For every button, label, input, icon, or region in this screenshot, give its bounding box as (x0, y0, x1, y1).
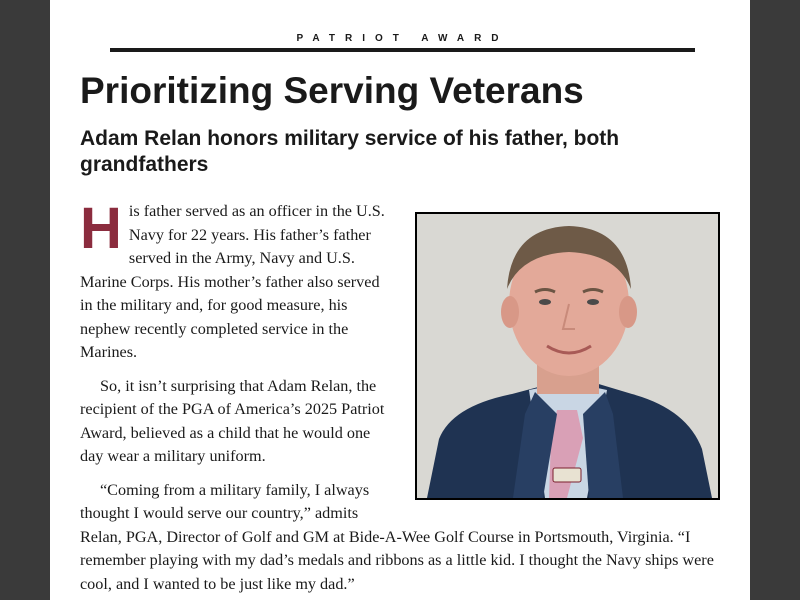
paragraph-2: So, it isn’t surprising that Adam Relan, the recipient of the PGA of America’s 2025 Patriot Award, believed as a child that he would one day wear a military uniform. (80, 376, 385, 465)
portrait-photo (415, 212, 720, 500)
document-page (50, 0, 750, 600)
paragraph-3: “Coming from a military family, I always thought I would serve our country,” admits Relan, PGA, Director of Golf and GM at Bide-A-Wee Golf Course in Portsmouth, Virginia. “I remember playing with my dad’s medals and ribbons as a little kid. I thought the Navy ships were cool, and I wanted to be just like my dad.” (80, 480, 714, 593)
section-kicker: PATRIOT AWARD (296, 33, 509, 44)
article-body (80, 196, 720, 596)
paragraph-1-text: is father served as an officer in the U.S. Navy for 22 years. His father’s father served in the Army, Navy and U.S. Marine Corps. His mother’s father also served in the military and, for good measure, his nephew recently completed service in the Marines. (80, 202, 385, 361)
drop-cap-letter: H (80, 196, 122, 261)
header-rule (110, 48, 695, 52)
article-title: Prioritizing Serving Veterans (80, 70, 584, 111)
article-subtitle: Adam Relan honors military service of his father, both grandfathers (80, 127, 620, 176)
